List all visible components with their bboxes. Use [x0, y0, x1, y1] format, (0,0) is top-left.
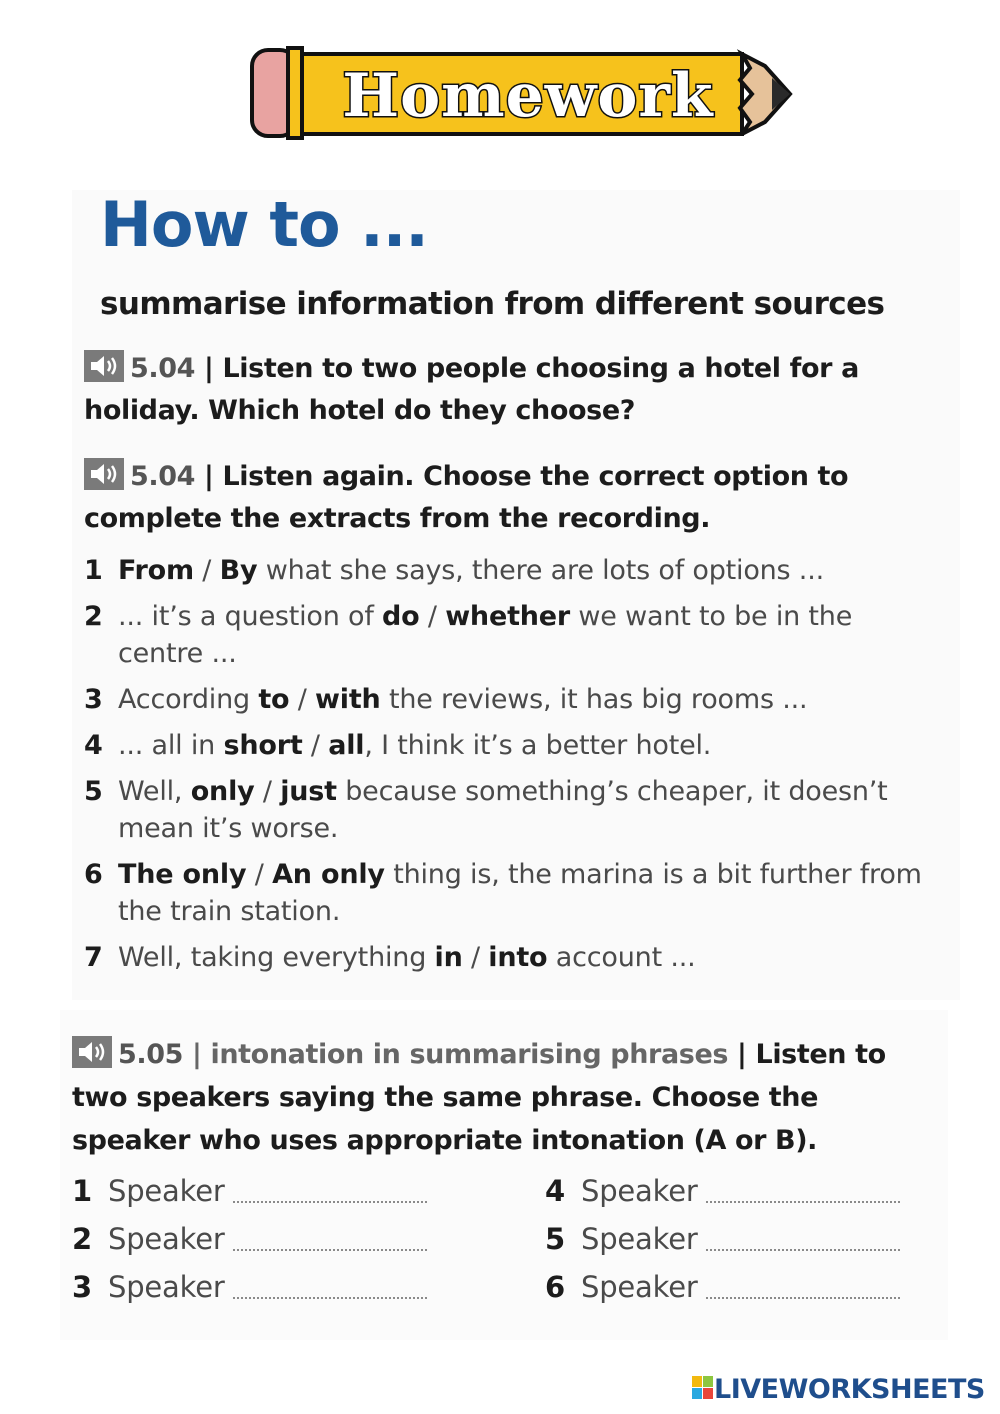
speaker-column-left [72, 1167, 432, 1311]
footer-brand [692, 1374, 985, 1408]
track-number: 5.04 [130, 461, 196, 492]
speaker-answer-row: 5 Speaker [545, 1215, 905, 1263]
option-a[interactable]: The only [118, 859, 247, 890]
option-b[interactable]: all [328, 730, 365, 761]
list-item: 6 The only / An only thing is, the marina is a bit further from the train station. [84, 859, 922, 927]
option-b[interactable]: with [315, 684, 381, 715]
task-instruction: | Listen to two speakers saying the same phrase. Choose the speaker who uses appropriate intonation (A or B). [72, 1039, 886, 1156]
page-subtitle: summarise information from different sources [100, 286, 885, 322]
list-item: 5 Well, only / just because something’s cheaper, it doesn’t mean it’s worse. [84, 776, 888, 844]
option-b[interactable]: An only [272, 859, 385, 890]
option-a[interactable]: do [382, 601, 420, 632]
answer-blank[interactable] [706, 1199, 900, 1203]
list-item: 1 From / By what she says, there are lots of options ... [84, 555, 824, 586]
option-a[interactable]: short [223, 730, 303, 761]
option-a[interactable]: only [190, 776, 255, 807]
answer-blank[interactable] [233, 1199, 427, 1203]
liveworksheets-logo-icon [692, 1376, 714, 1404]
track-number: 5.04 [130, 353, 196, 384]
speaker-answer-row: 4 Speaker [545, 1167, 905, 1215]
extracts-list [84, 552, 924, 985]
speaker-answer-row: 2 Speaker [72, 1215, 432, 1263]
list-item: 3 According to / with the reviews, it has big rooms ... [84, 684, 808, 715]
answer-blank[interactable] [706, 1295, 900, 1299]
speaker-answer-row: 6 Speaker [545, 1263, 905, 1311]
option-a[interactable]: to [258, 684, 290, 715]
answer-blank[interactable] [233, 1247, 427, 1251]
task-1 [84, 348, 904, 432]
audio-play-button[interactable] [72, 1036, 112, 1068]
option-b[interactable]: By [219, 555, 258, 586]
option-b[interactable]: whether [445, 601, 571, 632]
answer-blank[interactable] [706, 1247, 900, 1251]
task-3 [72, 1033, 932, 1162]
track-number: 5.05 [118, 1039, 184, 1070]
audio-play-button[interactable] [84, 350, 124, 382]
speaker-column-right [545, 1167, 905, 1311]
option-a[interactable]: in [434, 942, 463, 973]
speaker-icon [76, 1039, 108, 1065]
speaker-icon [88, 353, 120, 379]
task-topic: | intonation in summarising phrases [192, 1039, 729, 1070]
page-title: How to ... [100, 188, 428, 261]
list-item: 4 ... all in short / all, I think it’s a better hotel. [84, 730, 712, 761]
task-instruction: | Listen again. Choose the correct option to complete the extracts from the recording. [84, 461, 849, 534]
option-b[interactable]: just [280, 776, 337, 807]
banner-title: Homework [342, 61, 714, 131]
list-item: 2 ... it’s a question of do / whether we want to be in the centre ... [84, 601, 853, 669]
option-a[interactable]: From [118, 555, 194, 586]
answer-blank[interactable] [233, 1295, 427, 1299]
speaker-answer-row: 1 Speaker [72, 1167, 432, 1215]
option-b[interactable]: into [488, 942, 548, 973]
brand-name: LIVEWORKSHEETS [714, 1374, 985, 1405]
speaker-answer-row: 3 Speaker [72, 1263, 432, 1311]
list-item: 7 Well, taking everything in / into account ... [84, 942, 696, 973]
speaker-icon [88, 461, 120, 487]
task-instruction: | Listen to two people choosing a hotel for a holiday. Which hotel do they choose? [84, 353, 859, 426]
audio-play-button[interactable] [84, 458, 124, 490]
task-2 [84, 456, 904, 540]
